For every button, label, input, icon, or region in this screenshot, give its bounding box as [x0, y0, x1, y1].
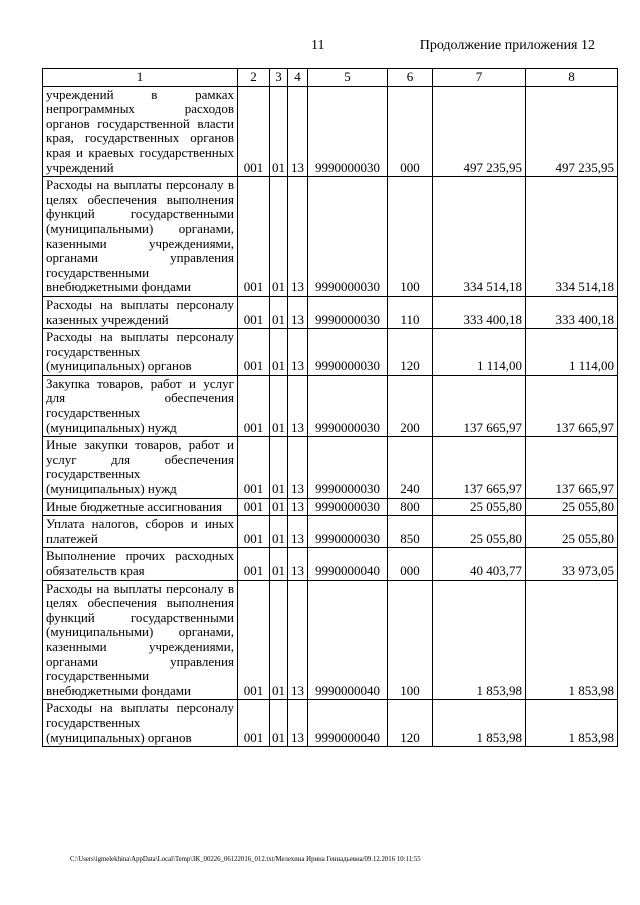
target-article-code: 9990000030	[308, 329, 388, 376]
section-code: 01	[270, 86, 288, 177]
subsection-code: 13	[288, 437, 308, 498]
row-description: Уплата налогов, сборов и иных платежей	[43, 516, 238, 548]
column-header: 5	[308, 69, 388, 87]
section-code: 01	[270, 548, 288, 580]
ministry-code: 001	[238, 329, 270, 376]
ministry-code: 001	[238, 516, 270, 548]
row-description: Расходы на выплаты персоналу казенных учреждений	[43, 296, 238, 328]
target-article-code: 9990000040	[308, 548, 388, 580]
ministry-code: 001	[238, 437, 270, 498]
target-article-code: 9990000030	[308, 375, 388, 436]
expense-type-code: 200	[388, 375, 433, 436]
subsection-code: 13	[288, 329, 308, 376]
subsection-code: 13	[288, 498, 308, 516]
column-header: 1	[43, 69, 238, 87]
column-header: 2	[238, 69, 270, 87]
expense-type-code: 120	[388, 329, 433, 376]
amount-executed: 1 853,98	[526, 700, 618, 747]
footer-file-path: C:\Users\igmelekhina\AppData\Local\Temp\ЗК_00226_06122016_012.txt/Мелехина Ирина Геннадьевна/09.12.2016 10:11:55	[70, 856, 421, 863]
ministry-code: 001	[238, 296, 270, 328]
continuation-caption: Продолжение приложения 12	[419, 38, 595, 53]
table-row	[43, 437, 618, 498]
page-number: 11	[311, 38, 325, 53]
expense-type-code: 850	[388, 516, 433, 548]
target-article-code: 9990000040	[308, 700, 388, 747]
row-description: Закупка товаров, работ и услуг для обеспечения государственных (муниципальных) нужд	[43, 375, 238, 436]
amount-approved: 1 853,98	[433, 580, 526, 700]
target-article-code: 9990000030	[308, 177, 388, 297]
column-header: 6	[388, 69, 433, 87]
column-header: 7	[433, 69, 526, 87]
amount-approved: 334 514,18	[433, 177, 526, 297]
section-code: 01	[270, 329, 288, 376]
table-row	[43, 86, 618, 177]
ministry-code: 001	[238, 86, 270, 177]
target-article-code: 9990000030	[308, 437, 388, 498]
ministry-code: 001	[238, 700, 270, 747]
row-description: Расходы на выплаты персоналу государственных (муниципальных) органов	[43, 329, 238, 376]
row-description: Иные бюджетные ассигнования	[43, 498, 238, 516]
row-description: Выполнение прочих расходных обязательств края	[43, 548, 238, 580]
amount-approved: 137 665,97	[433, 437, 526, 498]
amount-executed: 333 400,18	[526, 296, 618, 328]
target-article-code: 9990000030	[308, 86, 388, 177]
section-code: 01	[270, 437, 288, 498]
amount-approved: 497 235,95	[433, 86, 526, 177]
section-code: 01	[270, 498, 288, 516]
amount-executed: 137 665,97	[526, 437, 618, 498]
ministry-code: 001	[238, 177, 270, 297]
amount-executed: 497 235,95	[526, 86, 618, 177]
subsection-code: 13	[288, 86, 308, 177]
ministry-code: 001	[238, 580, 270, 700]
subsection-code: 13	[288, 548, 308, 580]
target-article-code: 9990000030	[308, 516, 388, 548]
row-description: Расходы на выплаты персоналу государственных (муниципальных) органов	[43, 700, 238, 747]
table-row	[43, 498, 618, 516]
amount-approved: 1 114,00	[433, 329, 526, 376]
column-header: 3	[270, 69, 288, 87]
target-article-code: 9990000030	[308, 296, 388, 328]
subsection-code: 13	[288, 700, 308, 747]
column-header: 4	[288, 69, 308, 87]
table-row	[43, 516, 618, 548]
expense-type-code: 240	[388, 437, 433, 498]
amount-approved: 25 055,80	[433, 516, 526, 548]
table-row	[43, 580, 618, 700]
ministry-code: 001	[238, 375, 270, 436]
section-code: 01	[270, 580, 288, 700]
target-article-code: 9990000040	[308, 580, 388, 700]
amount-executed: 1 114,00	[526, 329, 618, 376]
subsection-code: 13	[288, 375, 308, 436]
amount-executed: 25 055,80	[526, 498, 618, 516]
table-row	[43, 548, 618, 580]
section-code: 01	[270, 177, 288, 297]
section-code: 01	[270, 700, 288, 747]
expense-type-code: 100	[388, 580, 433, 700]
row-description: учреждений в рамках непрограммных расходов органов государственной власти края, государственных органов края и краевых государственных учреждений	[43, 86, 238, 177]
expense-type-code: 000	[388, 548, 433, 580]
column-number-row	[43, 69, 618, 87]
expense-type-code: 120	[388, 700, 433, 747]
table-row	[43, 375, 618, 436]
amount-executed: 25 055,80	[526, 516, 618, 548]
ministry-code: 001	[238, 548, 270, 580]
table-row	[43, 177, 618, 297]
subsection-code: 13	[288, 516, 308, 548]
section-code: 01	[270, 516, 288, 548]
amount-approved: 40 403,77	[433, 548, 526, 580]
budget-table	[42, 68, 618, 747]
amount-approved: 1 853,98	[433, 700, 526, 747]
amount-executed: 334 514,18	[526, 177, 618, 297]
amount-executed: 33 973,05	[526, 548, 618, 580]
amount-executed: 1 853,98	[526, 580, 618, 700]
amount-executed: 137 665,97	[526, 375, 618, 436]
row-description: Расходы на выплаты персоналу в целях обеспечения выполнения функций государственными (муниципальными) органами, казенными учреждениями, органами управления государственными внебюджетными фондами	[43, 580, 238, 700]
subsection-code: 13	[288, 580, 308, 700]
table-row	[43, 700, 618, 747]
column-header: 8	[526, 69, 618, 87]
ministry-code: 001	[238, 498, 270, 516]
row-description: Иные закупки товаров, работ и услуг для обеспечения государственных (муниципальных) нужд	[43, 437, 238, 498]
section-code: 01	[270, 296, 288, 328]
target-article-code: 9990000030	[308, 498, 388, 516]
expense-type-code: 800	[388, 498, 433, 516]
amount-approved: 137 665,97	[433, 375, 526, 436]
table-row	[43, 329, 618, 376]
expense-type-code: 000	[388, 86, 433, 177]
expense-type-code: 100	[388, 177, 433, 297]
subsection-code: 13	[288, 296, 308, 328]
row-description: Расходы на выплаты персоналу в целях обеспечения выполнения функций государственными (муниципальными) органами, казенными учреждениями, органами управления государственными внебюджетными фондами	[43, 177, 238, 297]
subsection-code: 13	[288, 177, 308, 297]
table-row	[43, 296, 618, 328]
amount-approved: 25 055,80	[433, 498, 526, 516]
expense-type-code: 110	[388, 296, 433, 328]
amount-approved: 333 400,18	[433, 296, 526, 328]
section-code: 01	[270, 375, 288, 436]
